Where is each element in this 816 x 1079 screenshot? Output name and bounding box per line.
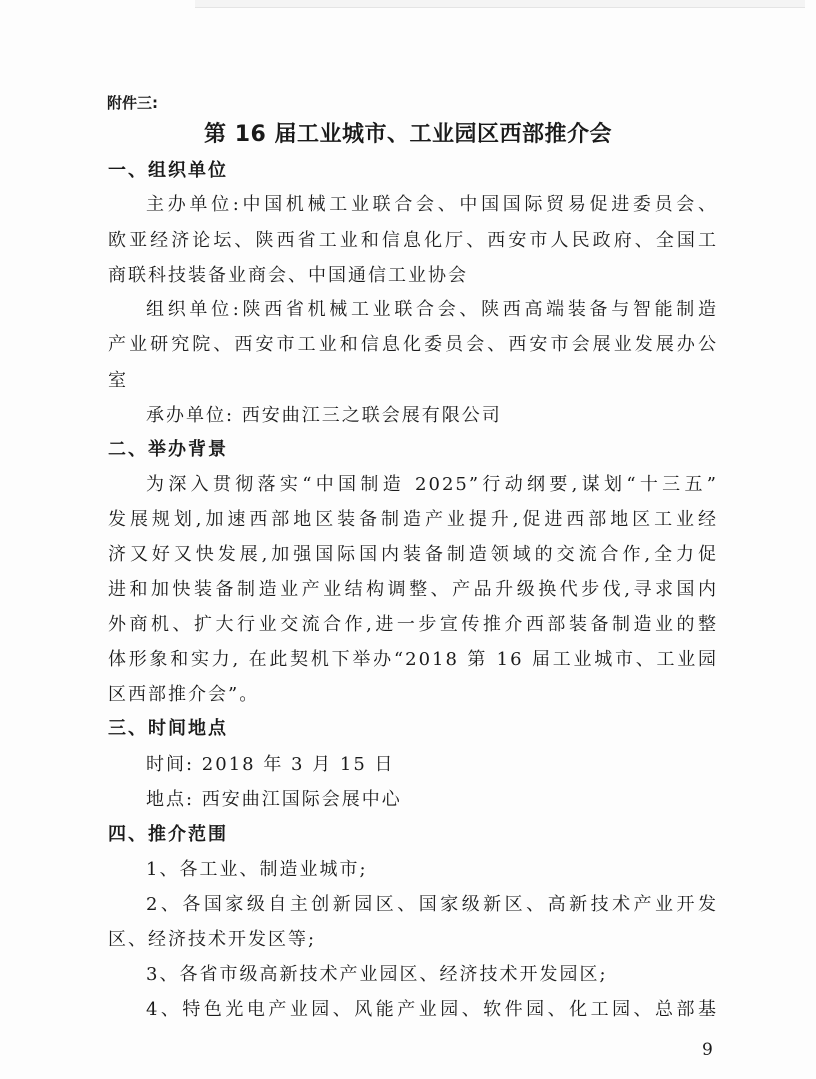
section-heading-background: 二、举办背景 — [108, 439, 228, 460]
organizing-units-line-1: 组织单位:陕西省机械工业联合会、陕西高端装备与智能制造 — [146, 299, 718, 320]
page-number: 9 — [702, 1040, 713, 1060]
host-units-line-3: 商联科技装备业商会、中国通信工业协会 — [108, 265, 468, 286]
scope-item-4-line-1: 4、特色光电产业园、风能产业园、软件园、化工园、总部基 — [146, 999, 718, 1020]
background-line-7: 区西部推介会”。 — [108, 684, 260, 705]
document-title: 第 16 届工业城市、工业园区西部推介会 — [204, 122, 612, 147]
scan-top-edge — [195, 0, 805, 8]
place-line: 地点: 西安曲江国际会展中心 — [146, 789, 402, 810]
background-line-2: 发展规划,加速西部地区装备制造产业提升,促进西部地区工业经 — [108, 509, 718, 530]
scope-item-1: 1、各工业、制造业城市; — [146, 859, 368, 880]
background-line-6: 体形象和实力, 在此契机下举办“2018 第 16 届工业城市、工业园 — [108, 649, 718, 670]
time-line: 时间: 2018 年 3 月 15 日 — [146, 754, 395, 775]
undertaking-unit-line: 承办单位: 西安曲江三之联会展有限公司 — [146, 405, 502, 426]
background-line-5: 外商机、扩大行业交流合作,进一步宣传推介西部装备制造业的整 — [108, 614, 718, 635]
background-line-1: 为深入贯彻落实“中国制造 2025”行动纲要,谋划“十三五” — [146, 474, 718, 495]
host-units-line-2: 欧亚经济论坛、陕西省工业和信息化厅、西安市人民政府、全国工 — [108, 230, 718, 251]
background-line-3: 济又好又快发展,加强国际国内装备制造领域的交流合作,全力促 — [108, 544, 718, 565]
section-heading-organizers: 一、组织单位 — [108, 160, 228, 181]
host-units-line-1: 主办单位:中国机械工业联合会、中国国际贸易促进委员会、 — [146, 194, 718, 215]
organizing-units-line-3: 室 — [108, 370, 128, 391]
scope-item-2-line-1: 2、各国家级自主创新园区、国家级新区、高新技术产业开发 — [146, 894, 718, 915]
background-line-4: 进和加快装备制造业产业结构调整、产品升级换代步伐,寻求国内 — [108, 579, 718, 600]
scope-item-2-line-2: 区、经济技术开发区等; — [108, 929, 317, 950]
scope-item-3: 3、各省市级高新技术产业园区、经济技术开发园区; — [146, 964, 608, 985]
section-heading-time-place: 三、时间地点 — [108, 718, 228, 739]
attachment-label: 附件三: — [107, 94, 158, 112]
section-heading-scope: 四、推介范围 — [108, 824, 228, 845]
organizing-units-line-2: 产业研究院、西安市工业和信息化委员会、西安市会展业发展办公 — [108, 334, 718, 355]
